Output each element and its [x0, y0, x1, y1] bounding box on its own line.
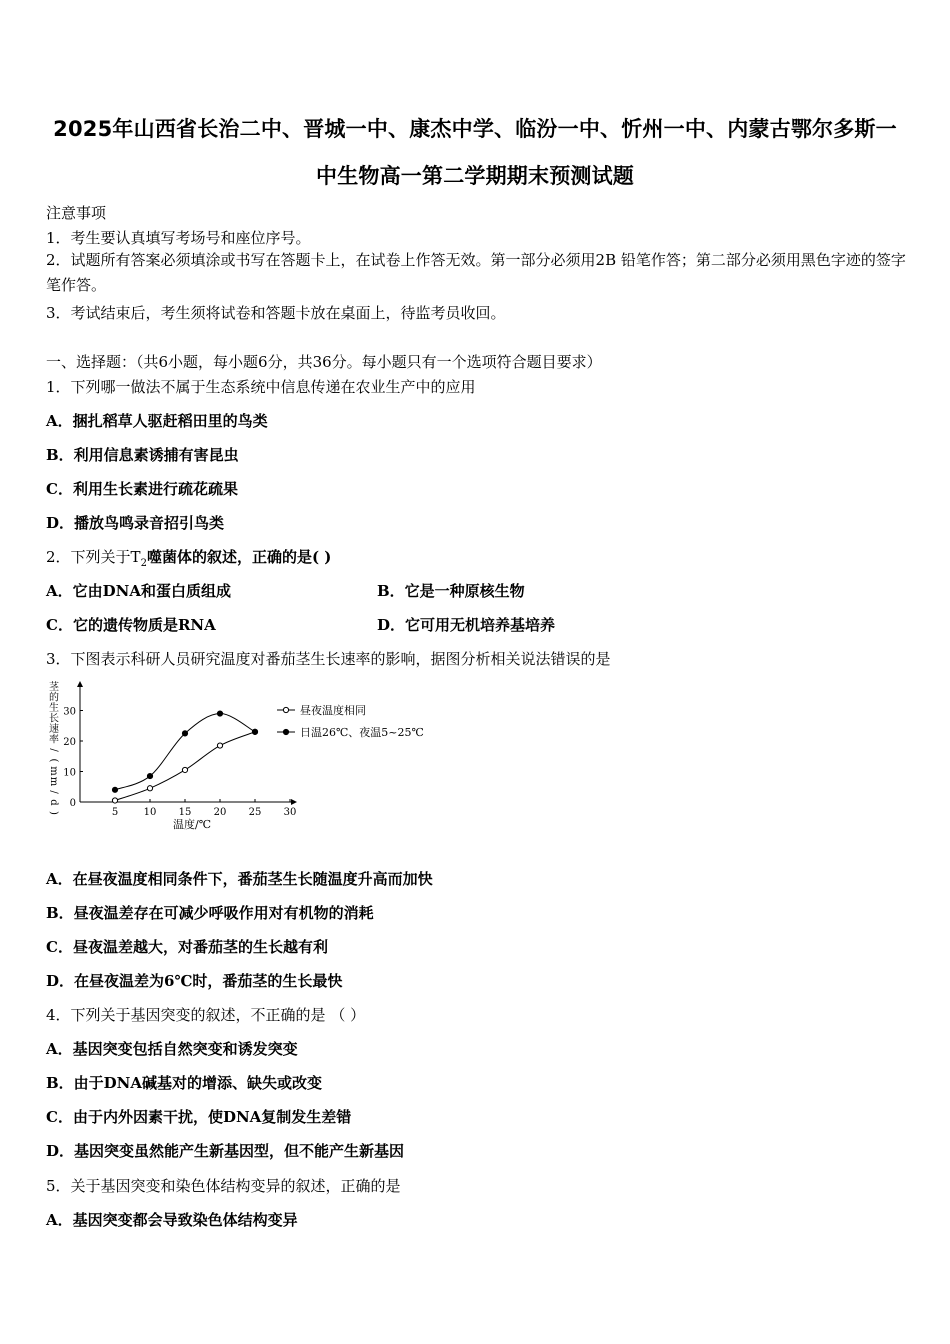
x-axis-label: 温度/℃ [172, 818, 212, 831]
q4-option-c: C．由于内外因素干扰，使DNA复制发生差错 [46, 1108, 352, 1126]
data-point [217, 743, 222, 748]
y-axis-label-char: 长 [49, 713, 59, 725]
x-tick-label: 25 [248, 807, 262, 818]
notice-item-3: 3．考试结束后，考生须将试卷和答题卡放在桌面上，待监考员收回。 [46, 304, 506, 322]
q5-stem: 5．关于基因突变和染色体结构变异的叙述，正确的是 [46, 1177, 401, 1195]
data-point [182, 767, 187, 772]
legend-label: 日温26℃、夜温5~25℃ [300, 726, 424, 739]
q2-option-d: D．它可用无机培养基培养 [377, 616, 556, 634]
growth-rate-chart [40, 676, 460, 836]
q2-stem-subscript: 2 [140, 558, 147, 569]
y-axis-label-char: ) [48, 811, 59, 815]
q4-option-d: D．基因突变虽然能产生新基因型，但不能产生新基因 [46, 1142, 405, 1160]
q3-option-b: B．昼夜温差存在可减少呼吸作用对有机物的消耗 [46, 904, 374, 922]
q2-stem-prefix: 2．下列关于T [46, 548, 141, 566]
q3-option-d: D．在昼夜温差为6℃时，番茄茎的生长最快 [46, 972, 343, 990]
y-axis-label-char: / [48, 748, 59, 752]
y-axis-label-char: 速 [49, 724, 59, 735]
y-tick-label: 10 [63, 767, 76, 779]
q2-option-c: C．它的遗传物质是RNA [46, 616, 216, 634]
y-axis-label-char: ( [48, 758, 59, 763]
x-tick-label: 30 [283, 807, 297, 818]
y-axis-label-char: d [48, 799, 59, 806]
y-axis-label-char: 生 [49, 703, 59, 714]
q5-option-a: A．基因突变都会导致染色体结构变异 [46, 1211, 298, 1229]
notice-heading: 注意事项 [46, 204, 107, 222]
q4-option-b: B．由于DNA碱基对的增添、缺失或改变 [46, 1074, 323, 1092]
series-line-1 [115, 732, 255, 801]
q1-option-c: C．利用生长素进行疏花疏果 [46, 480, 238, 498]
q1-option-b: B．利用信息素诱捕有害昆虫 [46, 446, 239, 464]
q2-option-b: B．它是一种原核生物 [377, 582, 525, 600]
q1-stem: 1．下列哪一做法不属于生态系统中信息传递在农业生产中的应用 [46, 378, 476, 396]
notice-item-2: 2．试题所有答案必须填涂或书写在答题卡上，在试卷上作答无效。第一部分必须用2B 铅笔作答；第二部分必须用黑色字迹的签字笔作答。 [46, 251, 906, 294]
y-axis-label-char: 茎 [49, 682, 59, 693]
q2-stem-suffix: 噬菌体的叙述，正确的是( ) [146, 548, 332, 566]
y-tick-label: 30 [63, 706, 76, 718]
data-point [112, 787, 117, 792]
x-tick-label: 10 [143, 807, 157, 818]
doc-title-line2: 中生物高一第二学期期末预测试题 [316, 164, 634, 188]
legend-marker [283, 707, 288, 712]
data-point [252, 729, 257, 734]
data-point [112, 798, 117, 803]
q4-option-a: A．基因突变包括自然突变和诱发突变 [46, 1040, 298, 1058]
y-tick-label: 0 [69, 798, 76, 809]
legend-label: 昼夜温度相同 [300, 704, 366, 717]
q3-option-a: A．在昼夜温度相同条件下，番茄茎生长随温度升高而加快 [46, 870, 433, 888]
y-axis-label [48, 680, 60, 815]
series-line-2 [115, 714, 255, 790]
y-axis-label-char: m [48, 776, 59, 787]
x-tick-label: 20 [213, 807, 227, 818]
data-point [217, 711, 222, 716]
legend-marker [283, 729, 288, 734]
data-point [182, 731, 187, 736]
notice-item-1: 1．考生要认真填写考场号和座位序号。 [46, 229, 311, 247]
section-heading: 一、选择题：（共6小题，每小题6分，共36分。每小题只有一个选项符合题目要求） [46, 353, 602, 371]
x-tick-label: 15 [178, 807, 192, 818]
data-point [147, 773, 152, 778]
q2-stem [46, 546, 331, 569]
doc-title-line1: 2025年山西省长治二中、晋城一中、康杰中学、临汾一中、忻州一中、内蒙古鄂尔多斯一 [53, 117, 897, 141]
q2-option-a: A．它由DNA和蛋白质组成 [46, 582, 231, 600]
y-axis-label-char: 的 [49, 692, 59, 704]
data-point [147, 786, 152, 791]
q3-stem: 3．下图表示科研人员研究温度对番茄茎生长速率的影响，据图分析相关说法错误的是 [46, 650, 611, 668]
q3-option-c: C．昼夜温差越大，对番茄茎的生长越有利 [46, 938, 328, 956]
q1-option-d: D．播放鸟鸣录音招引鸟类 [46, 514, 225, 532]
y-tick-label: 20 [63, 737, 76, 748]
q4-stem: 4．下列关于基因突变的叙述，不正确的是 （ ） [46, 1006, 366, 1024]
y-axis-label-char: 率 [49, 734, 59, 746]
q1-option-a: A．捆扎稻草人驱赶稻田里的鸟类 [46, 412, 268, 430]
y-axis-label-char: / [48, 790, 59, 794]
x-tick-label: 5 [111, 807, 119, 818]
y-axis-label-char: m [48, 766, 59, 776]
